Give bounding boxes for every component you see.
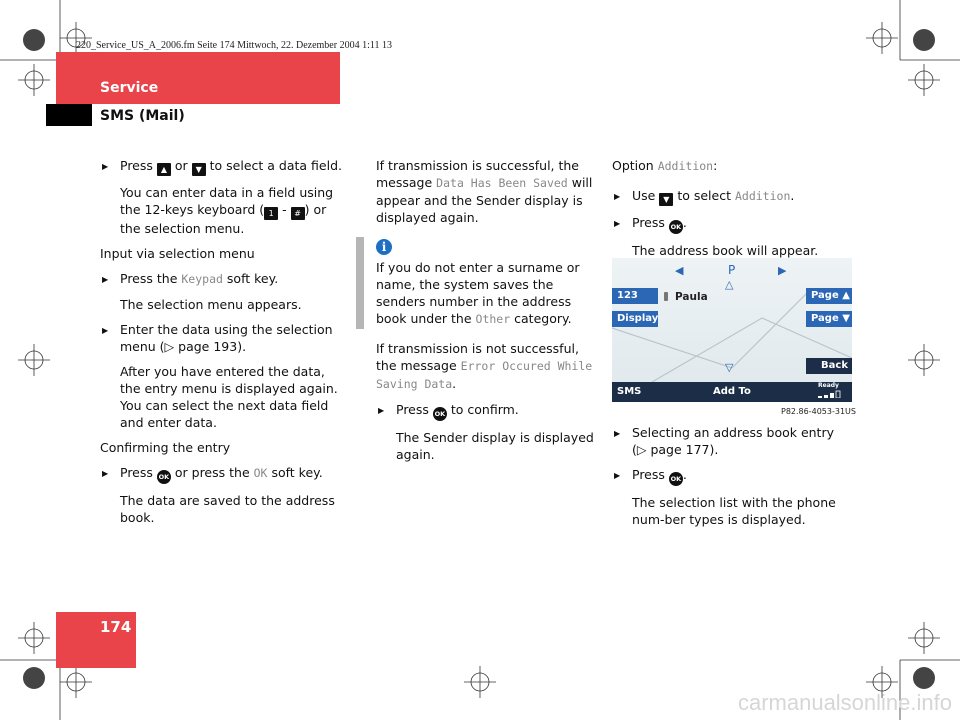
step-press-ok: ▶ Press OK to confirm. bbox=[376, 401, 598, 421]
step-confirm: ▶ Press OK or press the OK soft key. bbox=[100, 464, 342, 484]
step-select-entry: ▶ Selecting an address book entry (▷ page 177). bbox=[612, 424, 852, 458]
menu-appears: The selection menu appears. bbox=[120, 297, 302, 312]
section-title: Service bbox=[100, 80, 159, 96]
step-press-ok-1: ▶ Press OK . bbox=[612, 214, 852, 234]
up-arrow-icon: △ bbox=[725, 278, 734, 291]
address-book-appears: The address book will appear. bbox=[632, 243, 819, 258]
down-arrow-icon: ▽ bbox=[725, 361, 734, 374]
phone-icon bbox=[664, 292, 668, 301]
ok-button-icon: OK bbox=[433, 407, 447, 421]
sender-display-note: The Sender display is displayed again. bbox=[396, 430, 594, 462]
column-3 bbox=[612, 157, 852, 267]
data-saved-note: The data are saved to the address book. bbox=[120, 493, 335, 525]
keyboard-note: You can enter data in a field using the 12-keys keyboard ( 1 - # ) or the selection menu. bbox=[120, 185, 334, 236]
sms-label[interactable]: SMS bbox=[617, 386, 642, 397]
btn-display[interactable]: Display bbox=[612, 311, 658, 327]
column-2 bbox=[376, 157, 598, 471]
column-1 bbox=[100, 157, 342, 534]
column-3-lower bbox=[612, 424, 852, 536]
btn-page-down[interactable]: Page ▼ bbox=[806, 311, 852, 327]
info-icon: i bbox=[376, 239, 392, 255]
step-press-ok-2: ▶ Press OK . bbox=[612, 466, 852, 486]
key-hash-icon: # bbox=[291, 207, 305, 220]
screen-bottom-bar bbox=[612, 382, 852, 402]
after-entry-note: After you have entered the data, the entry menu is displayed again. You can select the next data field and enter data. bbox=[120, 364, 338, 430]
addto-label[interactable]: Add To bbox=[713, 386, 751, 397]
step-enter-data: ▶ Enter the data using the selection menu (▷ page 193). bbox=[100, 321, 342, 355]
right-arrow-icon[interactable]: ▶ bbox=[778, 264, 787, 277]
figure-caption: P82.86-4053-31US bbox=[781, 407, 856, 416]
entry-name[interactable]: Paula bbox=[675, 291, 708, 303]
success-note: If transmission is successful, the message Data Has Been Saved will appear and the Sender display is displayed again. bbox=[376, 158, 593, 225]
info-note-surname: If you do not enter a surname or name, the system saves the senders number in the address book under the Other category. bbox=[376, 260, 580, 326]
step-keypad: ▶ Press the Keypad soft key. bbox=[100, 270, 342, 288]
left-arrow-icon[interactable]: ◀ bbox=[675, 264, 684, 277]
subheading-input: Input via selection menu bbox=[100, 246, 255, 261]
top-letter: P bbox=[728, 263, 736, 277]
arrow-down-key-icon: ▼ bbox=[659, 193, 673, 206]
subheading-confirm: Confirming the entry bbox=[100, 440, 231, 455]
page-number: 174 bbox=[100, 618, 132, 636]
selection-list-note: The selection list with the phone num-ber types is displayed. bbox=[632, 495, 836, 527]
step-select-addition: ▶ Use ▼ to select Addition. bbox=[612, 187, 852, 206]
ok-button-icon: OK bbox=[669, 220, 683, 234]
btn-page-up[interactable]: Page ▲ bbox=[806, 288, 852, 304]
ok-button-icon: OK bbox=[157, 470, 171, 484]
key-1-icon: 1 bbox=[264, 207, 278, 220]
btn-back[interactable]: Back bbox=[806, 358, 852, 374]
address-book-screen bbox=[612, 258, 852, 402]
info-sidebar-bar bbox=[356, 237, 364, 329]
section-tab bbox=[56, 52, 340, 104]
ok-button-icon: OK bbox=[669, 472, 683, 486]
info-note-error: If transmission is not successful, the message Error Occured While Saving Data. bbox=[376, 341, 593, 391]
ready-label: Ready bbox=[818, 382, 839, 389]
arrow-up-key-icon: ▲ bbox=[157, 163, 171, 176]
section-subtitle: SMS (Mail) bbox=[100, 108, 185, 124]
subsection-marker bbox=[46, 104, 92, 126]
signal-strength-icon bbox=[818, 390, 848, 398]
file-header: 220_Service_US_A_2006.fm Seite 174 Mittwoch, 22. Dezember 2004 1:11 13 bbox=[76, 40, 392, 51]
btn-123[interactable]: 123 bbox=[612, 288, 658, 304]
step-select-field: ▶ Press ▲ or ▼ to select a data field. bbox=[100, 157, 342, 176]
option-addition: Option Addition: bbox=[612, 158, 718, 173]
watermark: carmanualsonline.info bbox=[737, 690, 952, 715]
arrow-down-key-icon: ▼ bbox=[192, 163, 206, 176]
